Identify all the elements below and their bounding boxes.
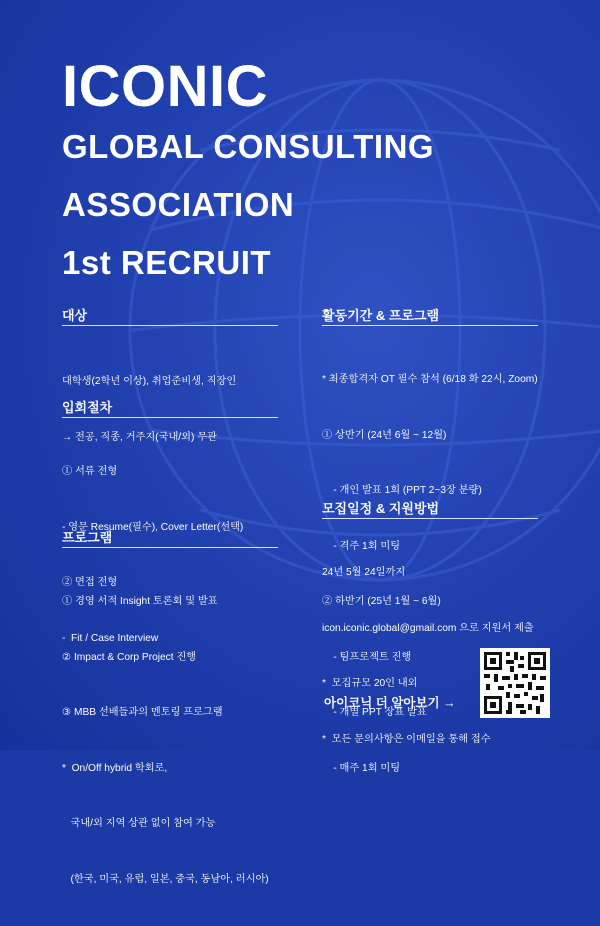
program-heading: 프로그램 xyxy=(62,530,113,545)
recruit-email[interactable]: icon.iconic.global@gmail.com 으로 지원서 제출 xyxy=(322,622,534,634)
program-text xyxy=(62,556,269,926)
title-line-1: ICONIC xyxy=(62,54,268,119)
recruit-heading: 모집일정 & 지원방법 xyxy=(322,501,440,516)
program-line: ② Impact & Corp Project 진행 xyxy=(62,651,197,663)
title-line-4: 1st RECRUIT xyxy=(62,244,272,281)
activity-divider xyxy=(322,325,538,326)
procedure-heading: 입회절차 xyxy=(62,400,113,415)
recruit-line: * 모든 문의사항은 이메일을 통해 접수 xyxy=(322,733,491,745)
activity-line: - 개인 발표 1회 (PPT 2~3장 분량) xyxy=(322,485,482,496)
activity-heading: 활동기간 & 프로그램 xyxy=(322,308,440,323)
target-divider xyxy=(62,325,278,326)
target-line: → 전공, 직종, 거주지(국내/외) 무관 xyxy=(62,431,217,443)
procedure-line: - 영문 Resume(필수), Cover Letter(선택) xyxy=(62,521,244,533)
activity-line: - 매주 1회 미팅 xyxy=(322,762,401,774)
activity-line: - 개별 PPT 장표 발표 xyxy=(322,707,427,718)
qr-code-icon[interactable] xyxy=(480,648,550,718)
activity-line: - 팀프로젝트 진행 xyxy=(322,651,412,663)
target-line: 대학생(2학년 이상), 취업준비생, 직장인 xyxy=(62,376,237,387)
poster-title xyxy=(62,56,434,292)
program-line: ③ MBB 선배들과의 멘토링 프로그램 xyxy=(62,707,223,718)
program-line: ① 경영 서적 Insight 토론회 및 발표 xyxy=(62,596,218,607)
title-line-3: ASSOCIATION xyxy=(62,186,295,223)
activity-line: ① 상반기 (24년 6월 ~ 12월) xyxy=(322,429,447,441)
target-heading: 대상 xyxy=(62,308,88,323)
activity-line: * 최종합격자 OT 필수 참석 (6/18 화 22시, Zoom) xyxy=(322,374,538,385)
program-line: (한국, 미국, 유럽, 일본, 중국, 동남아, 러시아) xyxy=(62,873,269,885)
program-divider xyxy=(62,547,278,548)
activity-line: - 격주 1회 미팅 xyxy=(322,540,401,552)
program-line: * On/Off hybrid 학회로, xyxy=(62,762,168,774)
procedure-line: ② 면접 전형 xyxy=(62,577,118,588)
recruit-divider xyxy=(322,518,538,519)
learn-more-link[interactable]: 아이코닉 더 알아보기 → xyxy=(324,696,456,710)
procedure-line: - Fit / Case Interview xyxy=(62,632,159,644)
recruit-line: 24년 5월 24일까지 xyxy=(322,567,406,578)
recruit-line: * 모집규모 20인 내외 xyxy=(322,678,418,689)
activity-line: ② 하반기 (25년 1월 ~ 6월) xyxy=(322,596,441,607)
procedure-line: ① 서류 전형 xyxy=(62,466,118,477)
procedure-divider xyxy=(62,417,278,418)
title-line-2: GLOBAL CONSULTING xyxy=(62,128,435,165)
program-line: 국내/외 지역 상관 없이 참여 가능 xyxy=(62,818,216,829)
